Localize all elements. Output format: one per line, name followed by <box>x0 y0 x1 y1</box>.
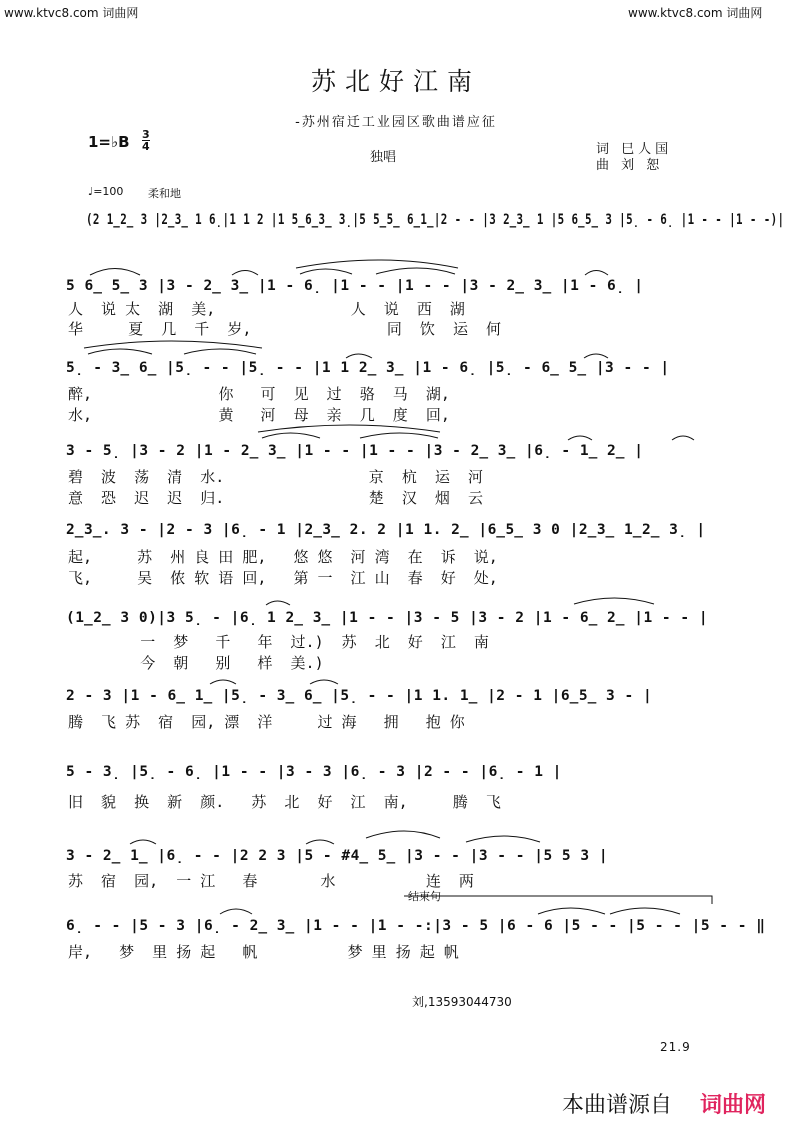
time-signature <box>142 129 150 152</box>
line-1-lyric-1: 人 说 太 湖 美, 人 说 西 湖 <box>68 300 465 318</box>
watermark-left: www.ktvc8.com 词曲网 <box>4 6 139 20</box>
slur <box>574 598 654 604</box>
line-2-notes: 5̣ - 3̲ 6̲ |5̣ - - |5̣ - - |1 1 2̲ 3̲ |1 - 6̣ |5̣ - 6̲ 5̲ |3 - - | <box>66 360 670 376</box>
ending-label: 结束句 <box>408 890 441 903</box>
slur <box>568 436 592 440</box>
slur <box>538 908 605 914</box>
line-2-lyric-1: 醉, 你 可 见 过 骆 马 湖, <box>68 385 450 403</box>
tempo-marking: ♩=100 <box>88 185 124 198</box>
slur <box>88 349 152 354</box>
slur <box>130 840 156 844</box>
line-8-notes: 3 - 2̲ 1̲ |6̣ - - |2 2 3 |5 - #4̲ 5̲ |3 - - |3 - - |5 5 3 | <box>66 848 609 864</box>
key-signature: 1=♭B <box>88 133 130 151</box>
slur <box>306 840 334 844</box>
line-5-lyric-2: 今 朝 别 样 美.) <box>68 654 324 672</box>
source-brand-link[interactable]: 词曲网 <box>700 1093 767 1118</box>
line-4-notes: 2̲3̲. 3 - |2 - 3 |6̣ - 1 |2̲3̲ 2. 2 |1 1. 2̲ |6̲5̲ 3 0 |2̲3̲ 1̲2̲ 3̣ | <box>66 522 706 538</box>
slur <box>585 271 608 276</box>
time-denominator: 4 <box>142 140 150 153</box>
slur <box>262 433 320 438</box>
slur <box>90 269 140 276</box>
ending-bracket <box>404 896 712 904</box>
line-7-lyric-1: 旧 貌 换 新 颜. 苏 北 好 江 南, 腾 飞 <box>68 793 501 811</box>
slur <box>300 269 352 274</box>
slur <box>310 680 338 684</box>
line-8-lyric-1: 苏 宿 园, 一 江 春 水 连 两 <box>68 872 474 890</box>
slur <box>84 341 262 348</box>
slur <box>220 909 252 914</box>
line-3-notes: 3 - 5̣ |3 - 2 |1 - 2̲ 3̲ |1 - - |1 - - |3 - 2̲ 3̲ |6̣ - 1̲ 2̲ | <box>66 443 644 459</box>
slur <box>672 436 694 440</box>
slur <box>376 268 455 274</box>
line-3-lyric-2: 意 恐 迟 迟 归. 楚 汉 烟 云 <box>68 489 483 507</box>
slur <box>466 836 540 842</box>
slur <box>610 908 680 914</box>
line-5-lyric-1: 一 梦 千 年 过.) 苏 北 好 江 南 <box>68 633 489 651</box>
slur <box>584 354 608 358</box>
slur <box>346 354 372 358</box>
slur <box>184 349 256 354</box>
line-4-lyric-2: 飞, 吴 侬 软 语 回, 第 一 江 山 春 好 处, <box>68 569 498 587</box>
line-5-notes: (1̲2̲ 3 0)|3 5̣ - |6̣ 1 2̲ 3̲ |1 - - |3 - 5 |3 - 2 |1 - 6̲ 2̲ |1 - - | <box>66 610 709 626</box>
slur <box>366 831 440 838</box>
watermark-right: www.ktvc8.com 词曲网 <box>628 6 763 20</box>
lyricist-credit: 词 巳人国 <box>596 142 673 157</box>
song-subtitle: -苏州宿迁工业园区歌曲谱应征 <box>295 115 497 130</box>
line-4-lyric-1: 起, 苏 州 良 田 肥, 悠 悠 河 湾 在 诉 说, <box>68 548 498 566</box>
line-1-lyric-2: 华 夏 几 千 岁, 同 饮 运 何 <box>68 320 502 338</box>
intro-notes: (2 1̲2̲ 3 |2̲3̲ 1 6̣|1 1 2 |1 5̲6̲3̲ 3̣|5 5̲5̲ 6̲1̲|2 - - |3 2̲3̲ 1 |5 6̲5̲ 3 |5̣ - 6̣ |1 - - |1 - -)| <box>86 212 785 228</box>
line-3-lyric-1: 碧 波 荡 清 水. 京 杭 运 河 <box>68 468 483 486</box>
line-6-lyric-1: 腾 飞 苏 宿 园, 漂 洋 过 海 拥 抱 你 <box>68 713 465 731</box>
line-1-notes: 5 6̲ 5̲ 3 |3 - 2̲ 3̲ |1 - 6̣ |1 - - |1 - - |3 - 2̲ 3̲ |1 - 6̣ | <box>66 278 644 294</box>
page-number: 21.9 <box>660 1040 691 1054</box>
slur <box>210 680 236 684</box>
slur <box>232 271 258 276</box>
line-9-lyric-1: 岸, 梦 里 扬 起 帆 梦 里 扬 起 帆 <box>68 943 459 961</box>
slur <box>360 433 438 438</box>
voice-type: 独唱 <box>370 150 397 165</box>
slur <box>266 601 290 605</box>
line-7-notes: 5 - 3̣ |5̣ - 6̣ |1 - - |3 - 3 |6̣ - 3 |2 - - |6̣ - 1 | <box>66 764 562 780</box>
line-6-notes: 2 - 3 |1 - 6̲ 1̲ |5̣ - 3̲ 6̲ |5̣ - - |1 1. 1̲ |2 - 1 |6̲5̲ 3 - | <box>66 688 653 704</box>
line-9-notes: 6̣ - - |5 - 3 |6̣ - 2̲ 3̲ |1 - - |1 - -:|3 - 5 |6 - 6 |5 - - |5 - - |5 - - ‖ <box>66 918 766 934</box>
contact-info: 刘,13593044730 <box>412 995 512 1009</box>
line-2-lyric-2: 水, 黄 河 母 亲 几 度 回, <box>68 406 450 424</box>
slur <box>296 260 458 268</box>
composer-credit: 曲 刘 恕 <box>596 158 664 173</box>
source-text: 本曲谱源自 <box>562 1093 673 1118</box>
expression-marking: 柔和地 <box>148 187 181 200</box>
time-numerator: 3 <box>142 128 150 141</box>
slur <box>258 425 440 432</box>
song-title: 苏北好江南 <box>310 67 481 96</box>
